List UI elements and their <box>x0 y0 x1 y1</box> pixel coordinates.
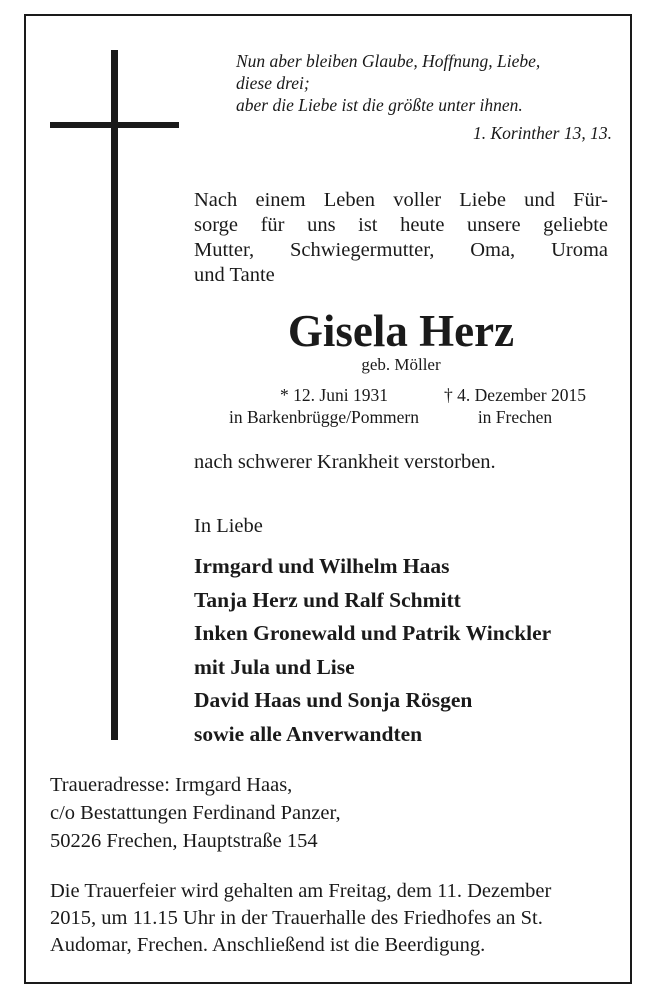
in-love-label: In Liebe <box>194 515 263 537</box>
quote-line: Nun aber bleiben Glaube, Hoffnung, Liebe, <box>236 51 541 71</box>
death-info <box>420 384 610 428</box>
intro-line: Mutter, Schwiegermutter, Oma, Uroma <box>194 239 608 261</box>
birth-place: in Barkenbrügge/Pommern <box>228 407 420 427</box>
death-place: in Frechen <box>477 407 553 427</box>
intro-line: und Tante <box>194 264 275 286</box>
mourning-address <box>50 771 341 855</box>
quote-line: aber die Liebe ist die größte unter ihnen. <box>236 95 523 115</box>
cross-vertical-bar <box>111 50 118 740</box>
birth-date: * 12. Juni 1931 <box>280 385 388 405</box>
death-date: † 4. Dezember 2015 <box>444 385 586 405</box>
mourner-line: Irmgard und Wilhelm Haas <box>194 554 450 578</box>
passed-text: nach schwerer Krankheit verstorben. <box>194 451 496 473</box>
intro-paragraph <box>194 188 608 288</box>
deceased-name: Gisela Herz <box>287 306 515 356</box>
mourner-line: Tanja Herz und Ralf Schmitt <box>194 587 461 612</box>
address-line: Traueradresse: Irmgard Haas, <box>50 774 293 796</box>
maiden-name: geb. Möller <box>361 355 441 374</box>
funeral-service-info <box>50 878 610 959</box>
mourner-line: sowie alle Anverwandten <box>194 721 423 746</box>
mourners-list <box>194 550 551 751</box>
address-line: 50226 Frechen, Hauptstraße 154 <box>50 830 318 852</box>
mourner-line: mit Jula und Lise <box>194 654 355 679</box>
birth-info <box>194 384 454 428</box>
address-line: c/o Bestattungen Ferdinand Panzer, <box>50 802 341 824</box>
mourner-line: Inken Gronewald und Patrik Winckler <box>194 621 552 645</box>
quote-reference: 1. Korinther 13, 13. <box>472 123 612 143</box>
bible-quote <box>236 50 612 144</box>
service-line: Audomar, Frechen. Anschließend ist die Beerdigung. <box>50 934 486 956</box>
service-line: 2015, um 11.15 Uhr in der Trauerhalle des Friedhofes an St. <box>50 907 543 929</box>
cross-horizontal-bar <box>50 122 179 128</box>
quote-line: diese drei; <box>236 73 310 93</box>
intro-line: Nach einem Leben voller Liebe und Für- <box>194 189 608 211</box>
service-line: Die Trauerfeier wird gehalten am Freitag, dem 11. Dezember <box>50 880 552 902</box>
intro-line: sorge für uns ist heute unsere geliebte <box>194 214 608 236</box>
mourner-line: David Haas und Sonja Rösgen <box>194 688 473 712</box>
